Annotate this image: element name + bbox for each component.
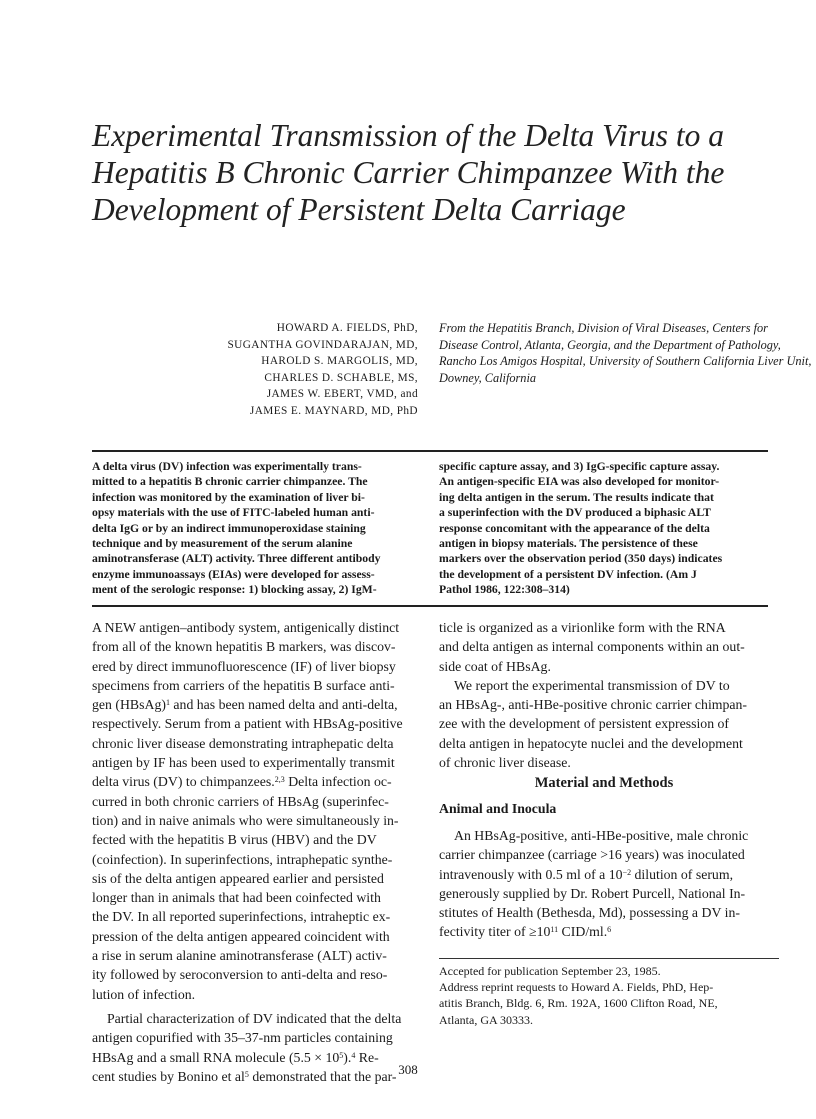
abstract-line: An antigen-specific EIA was also developed for monitor- [439, 475, 720, 489]
abstract-line: Pathol 1986, 122:308–314) [439, 583, 570, 597]
abstract-line: enzyme immunoassays (EIAs) were developed for assess- [92, 567, 375, 581]
affiliation-line: Downey, California [439, 370, 537, 385]
abstract-line: technique and by measurement of the serum alanine [92, 537, 353, 551]
abstract-line: a superinfection with the DV produced a biphasic ALT [439, 506, 711, 520]
body-line: delta antigen in hepatocyte nuclei and the development [439, 735, 743, 751]
abstract-top-rule [92, 450, 768, 452]
body-line: respectively. Serum from a patient with HBsAg-positive [92, 716, 403, 732]
body-line: curred in both chronic carriers of HBsAg (superinfec- [92, 793, 389, 809]
subsection-heading: Animal and Inocula [439, 801, 557, 816]
body-line: a rise in serum alanine aminotransferase (ALT) activ- [92, 948, 387, 964]
body-line: lution of infection. [92, 986, 196, 1002]
citation: 1 [165, 698, 170, 708]
abstract-line: response concomitant with the appearance of the delta [439, 521, 710, 535]
body-right-column [439, 618, 747, 772]
body-line: side coat of HBsAg. [439, 658, 551, 674]
body-line: A NEW antigen–antibody system, antigenically distinct [92, 620, 400, 635]
exponent: 5 [339, 1050, 344, 1060]
author: HAROLD S. MARGOLIS, MD, [261, 355, 418, 368]
body-line: specimens from carriers of the hepatitis B surface anti- [92, 677, 395, 693]
reprint-note-line: Atlanta, GA 30333. [439, 1012, 533, 1027]
body-line: Partial characterization of DV indicated that the delta [107, 1010, 402, 1026]
citation: 6 [607, 925, 612, 935]
body-line: We report the experimental transmission of DV to [454, 677, 730, 693]
body-line: of chronic liver disease. [439, 755, 571, 771]
abstract-line: specific capture assay, and 3) IgG-specific capture assay. [439, 460, 720, 473]
body-line: antigen copurified with 35–37-nm particles containing [92, 1030, 393, 1046]
title-line: Development of Persistent Delta Carriage [92, 192, 626, 227]
body-line: generously supplied by Dr. Robert Purcell, National In- [439, 885, 746, 901]
author: JAMES W. EBERT, VMD, and [266, 388, 418, 401]
exponent: 11 [550, 925, 559, 935]
affiliation [439, 320, 812, 386]
body-line: An HBsAg-positive, anti-HBe-positive, male chronic [454, 828, 749, 843]
body-line: tion) and in naive animals who were simultaneously in- [92, 812, 399, 828]
body-line: intravenously with 0.5 ml of a $10^{-2}$ dilution of serum, [439, 866, 734, 882]
abstract-bottom-rule [92, 605, 768, 607]
body-line: chronic liver disease demonstrating intraphepatic delta [92, 735, 394, 751]
footnote-rule [439, 958, 779, 959]
body-line: (coinfection). In superinfections, intraphepatic synthe- [92, 851, 393, 867]
abstract-line: ment of the serologic response: 1) blocking assay, 2) IgM- [92, 583, 377, 597]
methods-paragraph [439, 826, 748, 942]
abstract-line: ing delta antigen in the serum. The results indicate that [439, 490, 714, 504]
body-line: fectivity titer of $\ge 10^{11}$ CID/ml.$^6$ [439, 924, 612, 940]
body-line: and delta antigen as internal components within an out- [439, 639, 745, 655]
body-line: the DV. In all reported superinfections, intraheptic ex- [92, 909, 391, 925]
body-line: an HBsAg-, anti-HBe-positive chronic carrier chimpan- [439, 697, 748, 713]
article-title [92, 117, 792, 228]
abstract-line: markers over the observation period (350 days) indicates [439, 552, 723, 566]
body-line: delta virus (DV) to chimpanzees.$^{2,3}$ Delta infection oc- [92, 774, 392, 790]
body-line: ticle is organized as a virionlike form with the RNA [439, 620, 726, 635]
abstract-line: delta IgG or by an indirect immunoperoxidase staining [92, 521, 366, 535]
title-line: Hepatitis B Chronic Carrier Chimpanzee With the [92, 155, 725, 190]
body-line: pression of the delta antigen appeared coincident with [92, 928, 390, 944]
reprint-note-line: atitis Branch, Bldg. 6, Rm. 192A, 1600 Clifton Road, NE, [439, 996, 718, 1011]
footnotes [439, 963, 718, 1028]
reprint-note-line: Address reprint requests to Howard A. Fields, PhD, Hep- [439, 980, 714, 995]
body-line: sis of the delta antigen appeared earlier and persisted [92, 870, 384, 886]
title-line: Experimental Transmission of the Delta Virus to a [92, 118, 725, 153]
body-line: stitutes of Health (Bethesda, Md), possessing a DV in- [439, 905, 740, 921]
body-line: longer than in animals that had been coinfected with [92, 890, 381, 906]
author: SUGANTHA GOVINDARAJAN, MD, [227, 338, 418, 351]
abstract-line: infection was monitored by the examination of liver bi- [92, 490, 365, 504]
accepted-note: Accepted for publication September 23, 1985. [439, 964, 661, 978]
body-line: cent studies by Bonino et $al^5$ demonstrated that the par- [92, 1068, 397, 1084]
abstract-left-column [92, 459, 381, 598]
body-left-column [92, 618, 403, 1086]
body-line: from all of the known hepatitis B markers, was discov- [92, 639, 396, 655]
citation: 4 [351, 1050, 356, 1060]
abstract-line: mitted to a hepatitis B chronic carrier chimpanzee. The [92, 475, 368, 489]
affiliation-line: Rancho Los Amigos Hospital, University of Southern California Liver Unit, [439, 354, 812, 369]
abstract-line: opsy materials with the use of FITC-labeled human anti- [92, 506, 375, 520]
author: HOWARD A. FIELDS, PhD, [276, 322, 418, 334]
body-line: antigen by IF has been used to experimentally transmit [92, 755, 395, 771]
citation: 2,3 [274, 775, 285, 785]
author: JAMES E. MAYNARD, MD, PhD [249, 404, 418, 417]
abstract-line: antigen in biopsy materials. The persistence of these [439, 537, 698, 551]
author: CHARLES D. SCHABLE, MS, [264, 371, 418, 384]
abstract-line: aminotransferase (ALT) activity. Three different antibody [92, 552, 381, 566]
body-line: ered by direct immunofluorescence (IF) of liver biopsy [92, 658, 396, 674]
exponent: −2 [622, 867, 632, 877]
author-list [150, 320, 418, 420]
abstract-right-column [439, 459, 722, 598]
body-line: zee with the development of persistent expression of [439, 716, 730, 732]
abstract-line: A delta virus (DV) infection was experimentally trans- [92, 460, 362, 473]
abstract-line: the development of a persistent DV infection. (Am J [439, 567, 697, 581]
page-number: 308 [398, 1062, 418, 1077]
citation: 5 [244, 1069, 249, 1079]
body-line: ity followed by seroconversion to anti-delta and reso- [92, 967, 388, 983]
body-line: gen (HBsAg)$^1$ and has been named delta and anti-delta, [92, 697, 398, 713]
body-line: fected with the hepatitis B virus (HBV) and the DV [92, 832, 377, 848]
affiliation-line: From the Hepatitis Branch, Division of Viral Diseases, Centers for [439, 321, 768, 335]
body-line: carrier chimpanzee (carriage >16 years) was inoculated [439, 847, 745, 863]
section-heading: Material and Methods [534, 775, 674, 791]
affiliation-line: Disease Control, Atlanta, Georgia, and the Department of Pathology, [439, 337, 781, 352]
body-line: HBsAg and a small RNA molecule $(5.5 \times 10^5).^4$ Re- [92, 1049, 379, 1065]
